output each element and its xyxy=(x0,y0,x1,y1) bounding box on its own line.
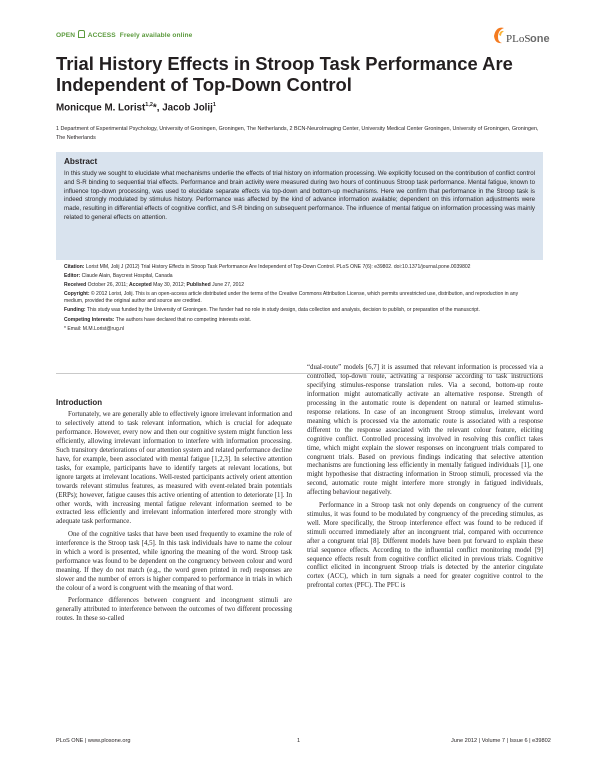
plos-one-logo[interactable] xyxy=(490,22,550,48)
copyright-row xyxy=(64,291,536,305)
article-title: Trial History Effects in Stroop Task Performance Are Independent of Top-Down Control xyxy=(56,53,513,95)
accepted-label: Accepted xyxy=(129,282,152,289)
published-date: June 27, 2012 xyxy=(212,282,245,289)
left-column xyxy=(56,411,292,624)
right-column xyxy=(307,364,543,591)
logo-swirl-icon xyxy=(494,28,504,43)
body-paragraph: One of the cognitive tasks that have been used frequently to examine the role of interference is the Stroop task [4,5]. In this task individuals have to name the colour in which a word is presented, while ignoring the meaning of the word. Stroop task performance was found to be dependent on the congruency between colour and word meaning. If they do not match (e.g., the word green printed in red) responses are slower and the number of errors is higher compared to performance in trials in which the colour of a word is congruent with the meaning of that word. xyxy=(56,530,292,592)
dates-row xyxy=(64,282,536,289)
abstract-heading: Abstract xyxy=(64,157,98,166)
funding-row xyxy=(64,307,536,314)
copyright-text: © 2012 Lorist, Jolij. This is an open-access article distributed under the terms of the Creative Commons Attribution License, which permits unrestricted use, distribution, and reproduction in any medium, provided the original author and source are credited. xyxy=(64,291,519,305)
affiliations: 1 Department of Experimental Psychology, University of Groningen, Groningen, The Netherlands, 2 BCN-NeuroImaging Center, University Medical Center Groningen, University of Groningen, Groningen, The Netherlands xyxy=(56,126,539,141)
received-date: October 26, 2011; xyxy=(87,282,128,289)
footer-journal[interactable]: PLoS ONE | www.plosone.org xyxy=(56,738,131,744)
competing-interests-text: The authors have declared that no competing interests exist. xyxy=(115,316,252,323)
author-name[interactable]: Monicque M. Lorist xyxy=(56,102,146,114)
author-affiliation-marker: 1 xyxy=(212,102,216,108)
abstract-box xyxy=(56,152,543,260)
open-label: OPEN xyxy=(56,32,76,39)
citation-text[interactable]: Lorist MM, Jolij J (2012) Trial History Effects in Stroop Task Performance Are Independent of Top-Down Control. PLoS ONE 7(6): e39802. doi:10.1371/journal.pone.0039802 xyxy=(85,264,471,270)
logo-plos-text: PLoS xyxy=(506,33,531,45)
footer-page-number: 1 xyxy=(297,738,301,744)
open-access-lock-icon xyxy=(78,30,85,38)
author-affiliation-marker: 1,2 xyxy=(145,102,153,108)
logo-one-text: one xyxy=(530,33,550,45)
article-metadata xyxy=(64,264,536,335)
email-row[interactable]: * Email: M.M.Lorist@rug.nl xyxy=(64,325,125,332)
accepted-date: May 30, 2012; xyxy=(153,282,186,289)
author-separator: , xyxy=(156,102,163,114)
author-list xyxy=(56,102,216,113)
body-paragraph: Fortunately, we are generally able to effectively ignore irrelevant information and to selectively attend to task relevant information, which is crucial for adequate performance. However, every now and then our cognitive system might function less efficiently, allowing irrelevant information to interfere with information processing. Such transitory deteriorations of our attention system and related performance decline have, for example, been associated with mental fatigue [1,2,3]. In selective attention tasks, for example, participants have to identify targets at relevant locations, but ignore targets at irrelevant locations. Well-rested participants actively orient attention towards relevant stimulus features, as measured with event-related brain potentials (ERPs); however, fatigue causes this active orienting of attention to deteriorate [1]. In other words, with increasing mental fatigue relevant information seemed to be extracted less efficiently and irrelevant information interfered more strongly with adequate task performance. xyxy=(56,411,292,526)
body-paragraph: Performance in a Stroop task not only depends on congruency of the current stimulus, it was found to be modulated by congruency of the preceding stimulus, as well. More specifically, the Stroop interference effect was found to be reduced if stimuli occurred immediately after an incongruent trial, compared with occurrence after a congruent trial [8]. Different models have been put forward to explain these trial sequence effects. According to the influential conflict monitoring model [9] sequence effects result from cognitive conflict elicited in previous trials. Cognitive conflict elicited in incongruent Stroop trials is detected by the anterior cingulate cortex (ACC), which in turn signals a need for greater cognitive control to the prefrontal cortex (PFC). The PFC is xyxy=(307,501,543,590)
funding-text: This study was funded by the University of Groningen. The funder had no role in study design, data collection and analysis, decision to publish, or preparation of the manuscript. xyxy=(86,307,480,314)
body-paragraph: “dual-route” models [6,7] it is assumed that relevant information is processed via a controlled, top-down route, activating a response according to task instructions specifying stimulus-response translation rules. Via a second, bottom-up route information might automatically activate an alternative response. Strength of processing in the automatic route is dependent on natural or learned stimulus-response relations. In case of an incongruent Stroop stimulus, irrelevant word meaning which is processed via the automatic route is associated with a response different to the response associated with the relevant colour feature, eliciting cognitive conflict. Controlled processing involved in resolving this conflict takes time, which might explain the slower responses on incongruent trials compared to congruent trials. Based on previous findings indicating that selective attention mechanisms are functioning less efficiently in mentally fatigued individuals [1], one might hypothesise that distracting information in Stroop stimuli, processed via the second, automatic route might interfere more strongly in fatigued individuals, affecting behaviour negatively. xyxy=(307,364,543,497)
received-label: Received xyxy=(64,282,87,289)
funding-label: Funding: xyxy=(64,307,86,314)
author-name[interactable]: Jacob Jolij xyxy=(162,102,213,114)
corresponding-author-marker: * xyxy=(152,102,157,114)
citation-label: Citation: xyxy=(64,264,85,270)
introduction-heading: Introduction xyxy=(56,398,103,407)
competing-interests-row xyxy=(64,317,536,324)
body-paragraph: Performance differences between congruent and incongruent stimuli are generally attributed to interference between the outcomes of two different processing routes. In these so-called xyxy=(56,597,292,622)
access-label: ACCESS xyxy=(87,32,116,39)
competing-interests-label: Competing Interests: xyxy=(64,316,115,323)
editor-label: Editor: xyxy=(64,273,81,280)
footer-issue: June 2012 | Volume 7 | Issue 6 | e39802 xyxy=(451,738,551,744)
freely-available-label: Freely available online xyxy=(119,32,193,39)
editor-row xyxy=(64,273,536,280)
copyright-label: Copyright: xyxy=(64,291,90,298)
published-label: Published xyxy=(186,282,211,289)
abstract-text: In this study we sought to elucidate what mechanisms underlie the effects of trial history on information processing. We explicitly focused on the contribution of conflict control and S-R binding to sequential trial effects. Performance and brain activity were measured during two hours of continuous Stroop task performance. Mental fatigue, known to influence top-down processing, was used to elucidate separate effects via top-down and bottom-up mechanisms. Here we confirm that performance in the Stroop task is indeed strongly modulated by stimulus history. Performance was affected by the kind of advance information available; dependent on this information adjustments were made, resulting in differential effects of cognitive conflict, and S-R binding on subsequent performance. The influence of mental fatigue on information processing was mainly related to general effects on attention. xyxy=(64,170,535,221)
editor-text: Claude Alain, Baycrest Hospital, Canada xyxy=(81,273,173,280)
citation-row xyxy=(64,264,536,271)
open-access-banner xyxy=(56,30,192,39)
